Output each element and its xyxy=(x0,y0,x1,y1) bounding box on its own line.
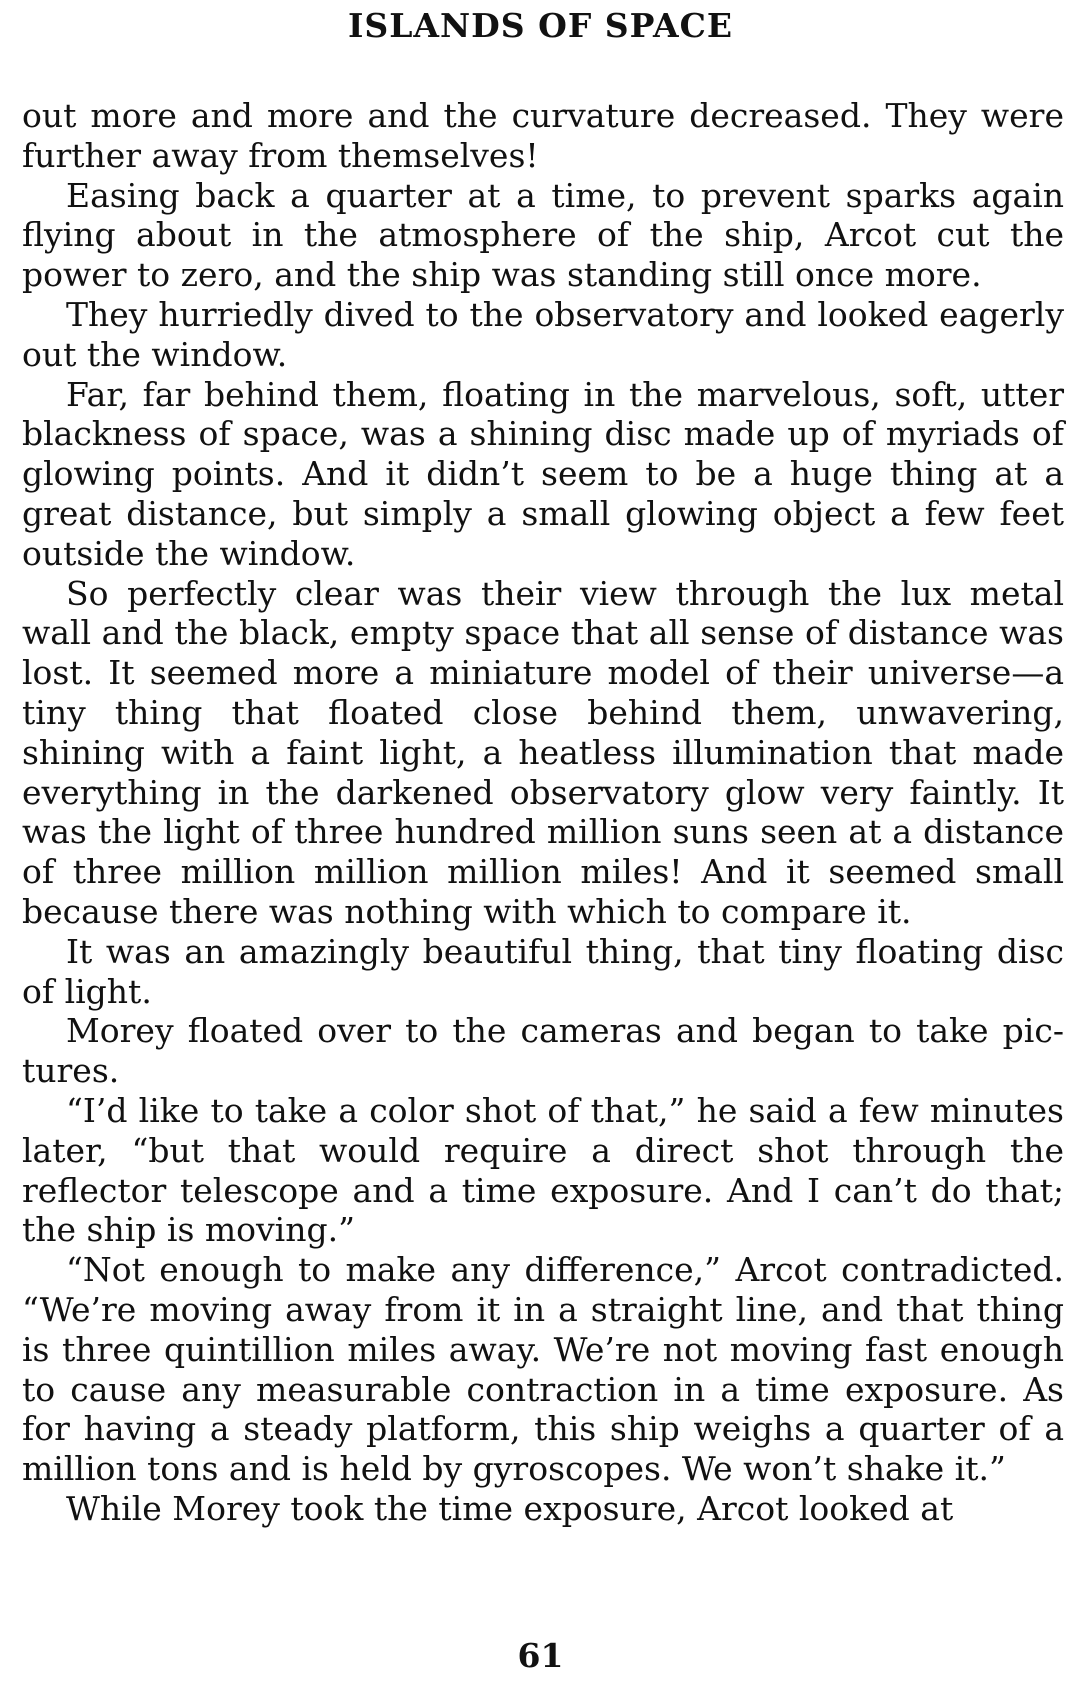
paragraph: “I’d like to take a color shot of that,” he said a few minutes later, “but that would require a direct shot through the reflector telescope and a time exposure. And I can’t do that; the ship is moving.” xyxy=(22,1090,1064,1250)
paragraph: While Morey took the time exposure, Arcot looked at xyxy=(66,1488,954,1528)
paragraph: They hurriedly dived to the observatory and looked eagerly out the window. xyxy=(22,294,1064,374)
running-head: ISLANDS OF SPACE xyxy=(347,6,734,45)
paragraph: out more and more and the curvature decreased. They were further away from themselves! xyxy=(22,96,1064,175)
paragraph: Morey floated over to the cameras and began to take pictures. xyxy=(22,1011,1064,1091)
paragraph: So perfectly clear was their view through the lux metal wall and the black, empty space that all sense of distance was lost. It seemed more a miniature model of their universe—a tiny thing that floated close behind them, unwavering, shining with a faint light, a heatless illumination that made everything in the darkened observatory glow very faintly. It was the light of three hundred million suns seen at a distance of three million million million miles! And it seemed small because there was nothing with which to compare it. xyxy=(22,573,1064,931)
paragraph: It was an amazingly beautiful thing, that tiny floating disc of light. xyxy=(22,931,1064,1011)
paragraph: Easing back a quarter at a time, to prevent sparks again flying about in the atmosphere of the ship, Arcot cut the power to zero, and the ship was standing still once more. xyxy=(22,175,1064,295)
paragraph: “Not enough to make any difference,” Arcot contradicted. “We’re moving away from it in a straight line, and that thing is three quintillion miles away. We’re not moving fast enough to cause any measurable contraction in a time exposure. As for having a steady platform, this ship weighs a quarter of a million tons and is held by gyroscopes. We won’t shake it.” xyxy=(22,1250,1064,1489)
paragraph: Far, far behind them, floating in the marvelous, soft, utter blackness of space, was a shining disc made up of myriads of glowing points. And it didn’t seem to be a huge thing at a great distance, but simply a small glowing object a few feet outside the window. xyxy=(22,374,1064,573)
page-number: 61 xyxy=(517,1636,564,1675)
body-text xyxy=(22,96,1064,1529)
